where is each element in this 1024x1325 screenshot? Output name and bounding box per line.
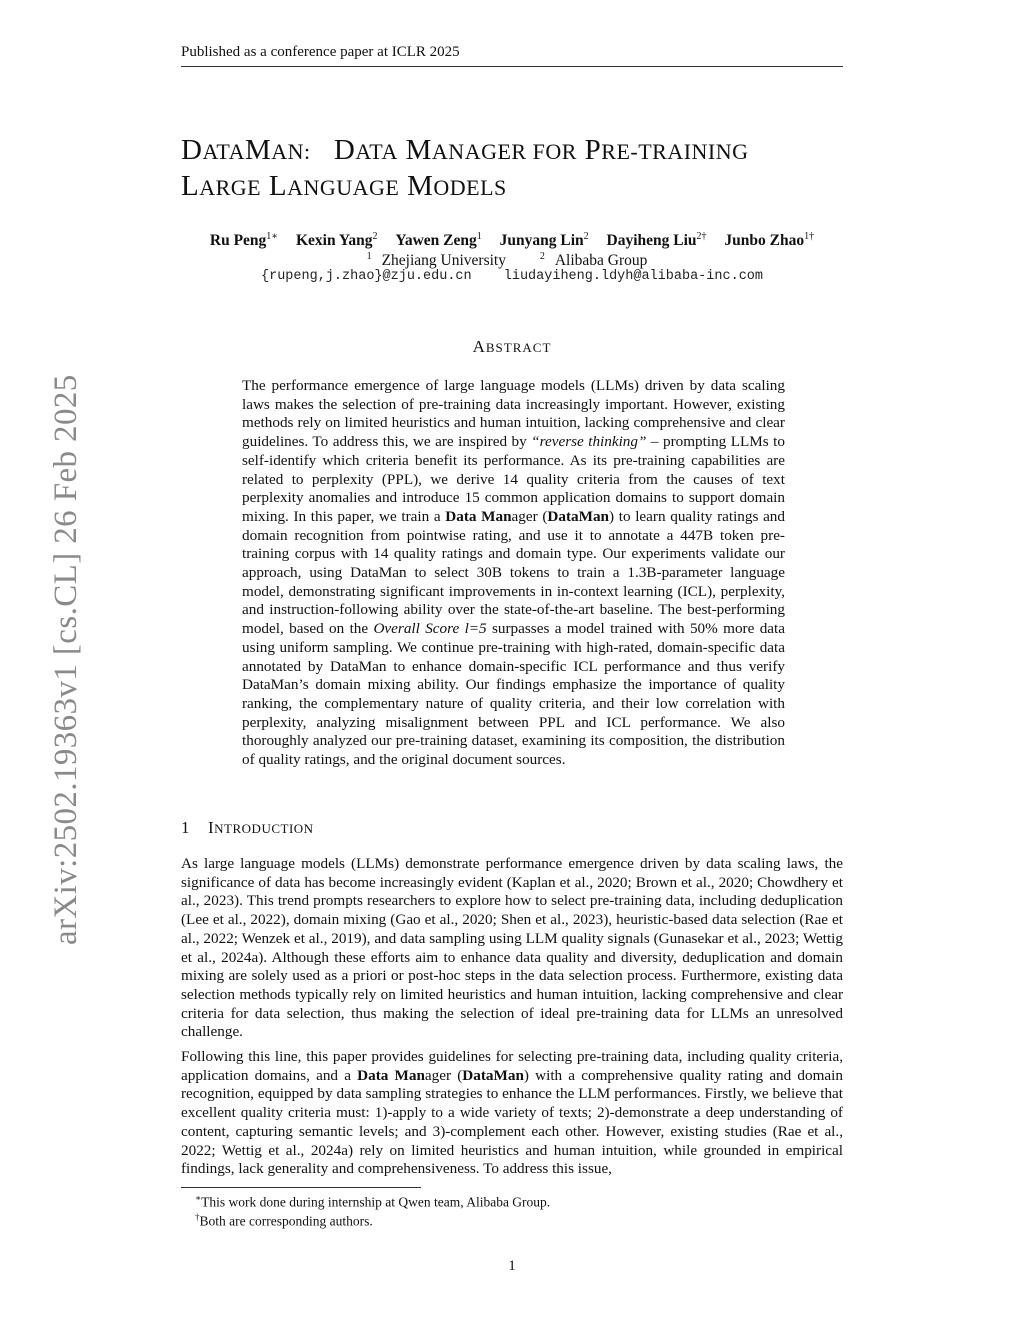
- email[interactable]: liudayiheng.ldyh@alibaba-inc.com: [503, 269, 763, 284]
- affiliation: $^1$ Zhejiang University: [366, 251, 506, 270]
- paper-title: [181, 133, 843, 205]
- title-line-1: DATAMAN: DATA MANAGER FOR PRE-TRAINING: [181, 134, 749, 166]
- author: Kexin Yang$^2$: [295, 231, 378, 250]
- running-header: Published as a conference paper at ICLR 2025: [181, 44, 843, 67]
- arxiv-stamp: arXiv:2502.19363v1 [cs.CL] 26 Feb 2025: [48, 374, 84, 945]
- intro-paragraph-1: As large language models (LLMs) demonstrate performance emergence driven by data scaling laws, the significance of data has become increasingly evident (Kaplan et al., 2020; Brown et al., 2020; Chowdhery et al., 2023). This trend prompts researchers to explore how to select pre-training data, including deduplication (Lee et al., 2022), domain mixing (Gao et al., 2020; Shen et al., 2023), heuristic-based data selection (Rae et al., 2022; Wenzek et al., 2019), and data sampling using LLM quality signals (Gunasekar et al., 2023; Wettig et al., 2024a). Although these efforts aim to enhance data quality and diversity, deduplication and domain mixing are solely used as a priori or post-hoc steps in the data selection process. Furthermore, existing data selection methods typically rely on limited heuristics and human intuition, lacking comprehensive and clear criteria for data selection, thus making the selection of ideal pre-training data for LLMs an unresolved challenge.: [181, 855, 843, 1041]
- author-emails: [181, 269, 843, 284]
- author: Ru Peng$^{1∗}$: [209, 231, 279, 250]
- author: Junbo Zhao$^{1\dagger}$: [724, 231, 815, 250]
- footnote-rule: [181, 1187, 421, 1188]
- page-number: 1: [508, 1258, 516, 1274]
- section-heading-introduction: 1 INTRODUCTION: [181, 818, 314, 837]
- author: Yawen Zeng$^1$: [395, 231, 482, 250]
- affiliations: [181, 247, 843, 271]
- affiliation: $^2$ Alibaba Group: [539, 251, 648, 270]
- abstract-body: The performance emergence of large language models (LLMs) driven by data scaling laws makes the selection of pre-training data increasingly important. However, existing methods rely on limited heuristics and human intuition, lacking comprehensive and clear guidelines. To address this, we are inspired by “reverse thinking” – prompting LLMs to self-identify which criteria benefit its performance. As its pre-training capabilities are related to perplexity (PPL), we derive 14 quality criteria from the causes of text perplexity anomalies and introduce 15 common application domains to support domain mixing. In this paper, we train a Data Manager (DataMan) to learn quality ratings and domain recognition from pointwise rating, and use it to annotate a 447B token pre-training corpus with 14 quality ratings and domain type. Our experiments validate our approach, using DataMan to select 30B tokens to train a 1.3B-parameter language model, demonstrating significant improvements in in-context learning (ICL), perplexity, and instruction-following ability over the state-of-the-art baseline. The best-performing model, based on the Overall Score l=5 surpasses a model trained with 50% more data using uniform sampling. We continue pre-training with high-rated, domain-specific data annotated by DataMan to enhance domain-specific ICL performance and thus verify DataMan’s domain mixing ability. Our findings emphasize the importance of quality ranking, the complementary nature of quality criteria, and their low correlation with perplexity, analyzing misalignment between PPL and ICL performance. We also thoroughly analyzed our pre-training dataset, examining its composition, the distribution of quality ratings, and the original document sources.: [242, 377, 785, 769]
- title-line-2: LARGE LANGUAGE MODELS: [181, 170, 507, 202]
- email[interactable]: {rupeng,j.zhao}@zju.edu.cn: [261, 269, 472, 284]
- abstract-heading: ABSTRACT: [472, 337, 552, 356]
- author: Junyang Lin$^2$: [499, 231, 589, 250]
- author: Dayiheng Liu$^{2\dagger}$: [606, 231, 707, 250]
- footnote: ∗This work done during internship at Qwen team, Alibaba Group.: [195, 1193, 551, 1210]
- intro-paragraph-2: Following this line, this paper provides guidelines for selecting pre-training data, including quality criteria, application domains, and a Data Manager (DataMan) with a comprehensive quality rating and domain recognition, equipped by data sampling strategies to enhance the LLM performances. Firstly, we believe that excellent quality criteria must: 1)-apply to a wide variety of texts; 2)-demonstrate a deep understanding of content, capturing semantic levels; and 3)-complement each other. However, existing studies (Rae et al., 2022; Wettig et al., 2024a) rely on limited heuristics and human intuition, while grounded in empirical findings, lack generality and comprehensiveness. To address this issue,: [181, 1048, 843, 1178]
- footnote: †Both are corresponding authors.: [195, 1212, 373, 1229]
